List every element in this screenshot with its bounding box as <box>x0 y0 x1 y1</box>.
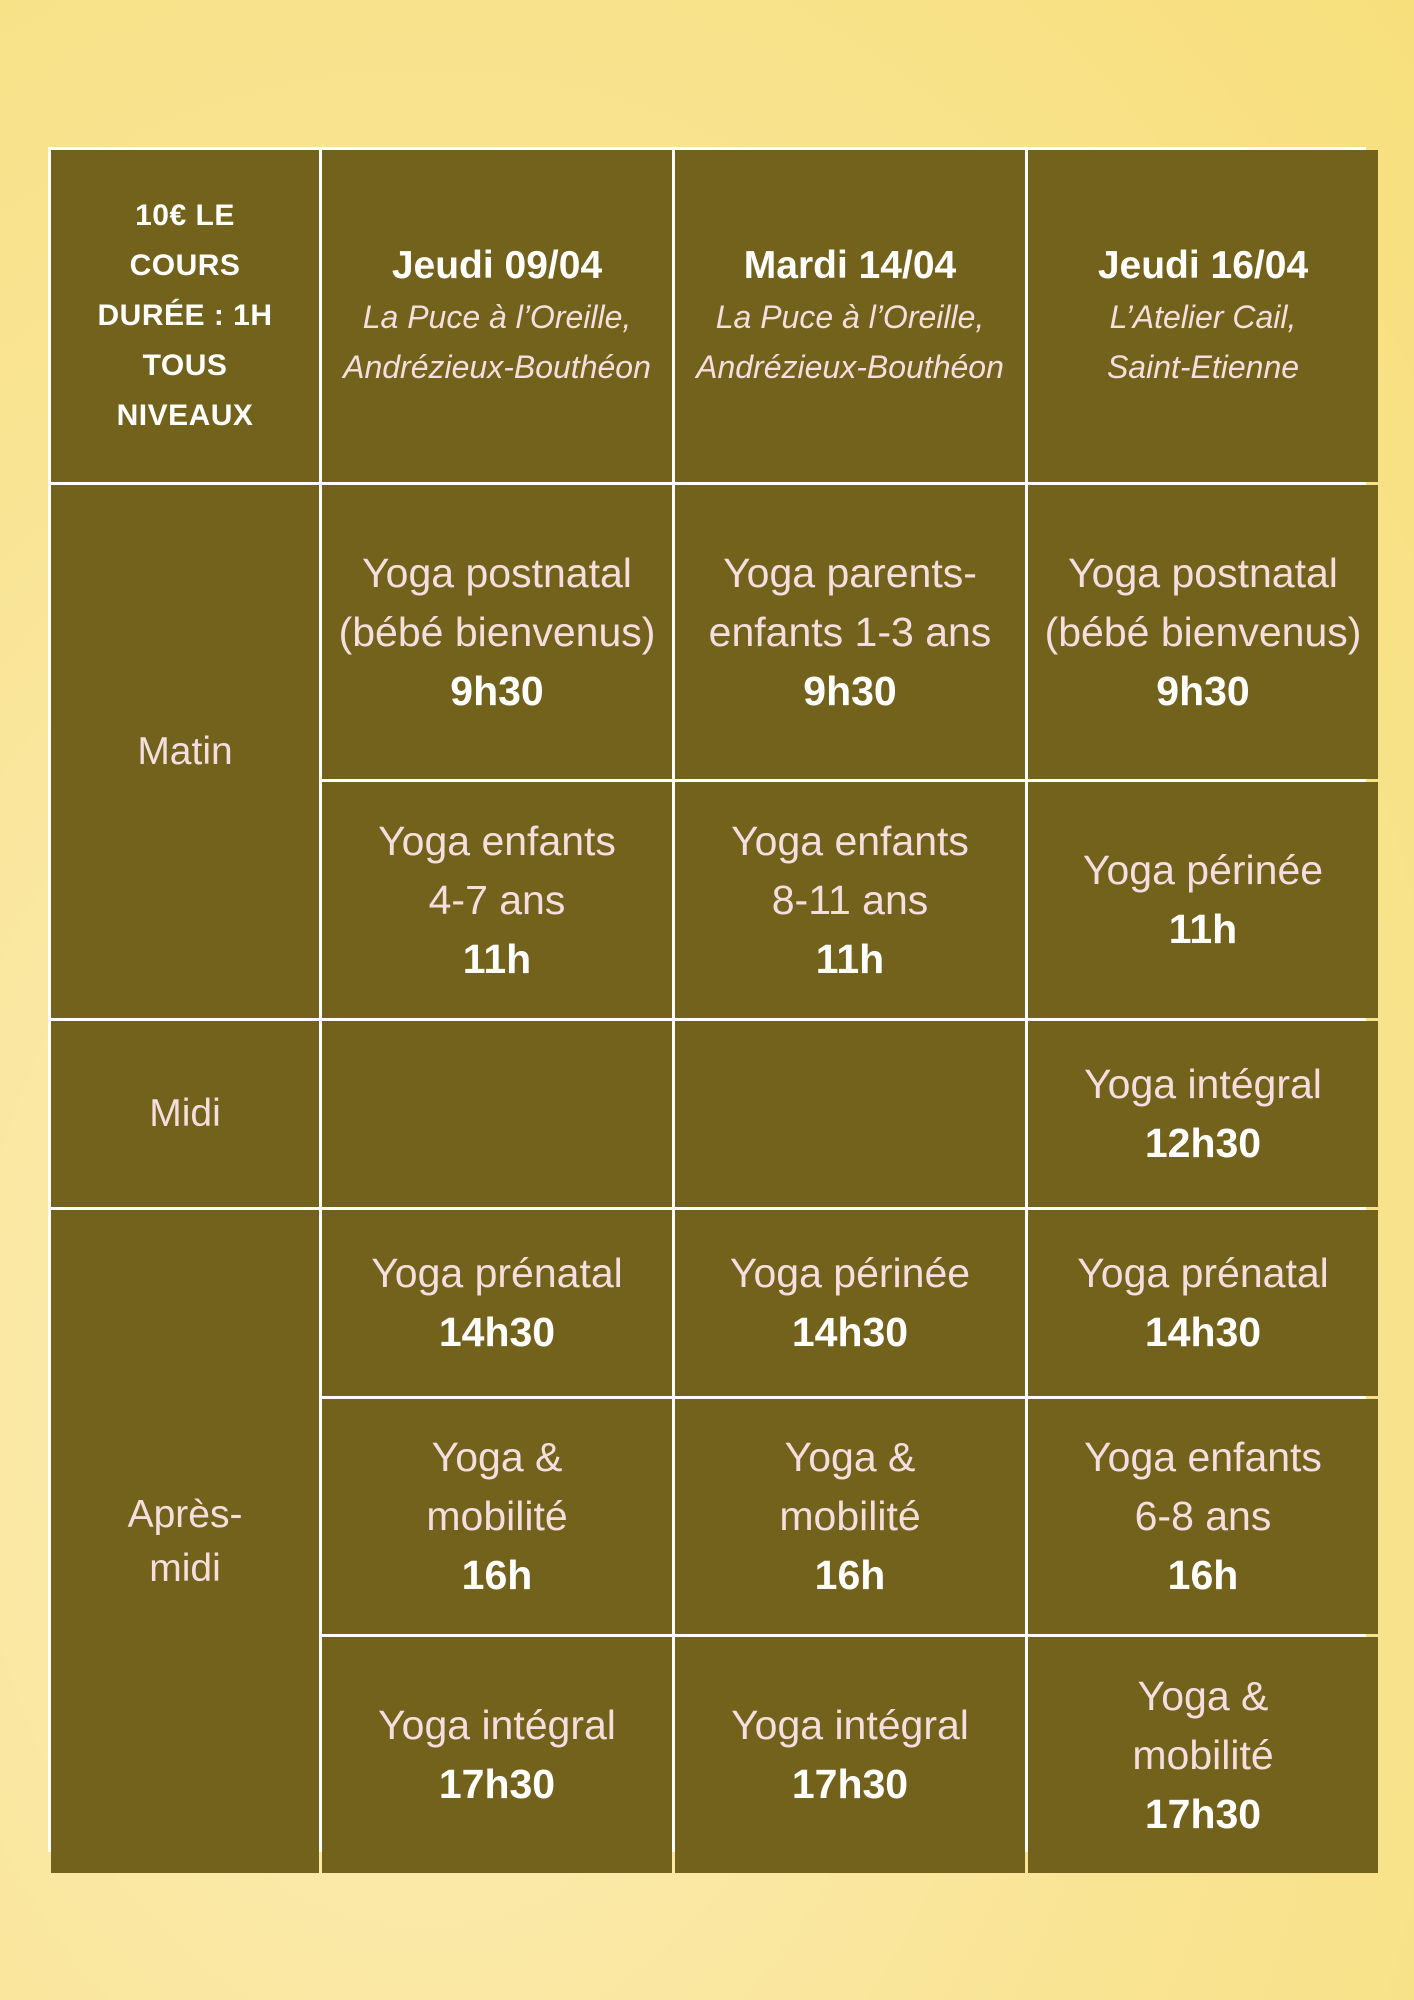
class-time: 9h30 <box>803 667 897 714</box>
class-time: 11h <box>1168 906 1238 952</box>
info-cell <box>51 150 319 482</box>
period-label-afternoon <box>51 1210 319 1873</box>
class-time: 14h30 <box>438 1309 556 1355</box>
info-line: DURÉE : 1H <box>97 299 273 332</box>
class-time: 11h <box>815 935 885 982</box>
info-line: 10€ LE <box>135 199 235 232</box>
class-name: Yoga périnée <box>1082 847 1324 893</box>
class-name: Yoga enfants 6-8 ans <box>1084 1434 1322 1539</box>
class-time: 16h <box>814 1552 886 1598</box>
class-name: Yoga intégral <box>731 1702 969 1748</box>
day-title: Mardi 14/04 <box>743 244 957 287</box>
empty-cell <box>322 1021 672 1207</box>
class-name: Yoga enfants 4-7 ans <box>378 817 616 923</box>
class-cell <box>675 1637 1025 1873</box>
class-cell <box>1028 1210 1378 1396</box>
day-header <box>675 150 1025 482</box>
info-line: NIVEAUX <box>116 399 254 432</box>
day-place: La Puce à l’Oreille, Andrézieux-Bouthéon <box>696 299 1004 385</box>
class-name: Yoga postnatal (bébé bienvenus) <box>338 549 656 655</box>
period-label-morning <box>51 485 319 1018</box>
schedule-table <box>48 147 1366 1852</box>
class-cell <box>322 1399 672 1634</box>
class-name: Yoga parents-enfants 1-3 ans <box>708 549 992 655</box>
class-time: 16h <box>1167 1552 1239 1598</box>
class-cell <box>1028 782 1378 1018</box>
class-cell <box>675 782 1025 1018</box>
class-cell <box>322 1210 672 1396</box>
class-name: Yoga prénatal <box>371 1250 623 1296</box>
info-line: TOUS <box>142 349 228 382</box>
class-time: 17h30 <box>791 1761 909 1807</box>
class-cell <box>675 1399 1025 1634</box>
class-time: 16h <box>461 1552 533 1598</box>
class-time: 17h30 <box>438 1761 556 1807</box>
day-place: La Puce à l’Oreille, Andrézieux-Bouthéon <box>343 299 651 385</box>
class-time: 9h30 <box>1156 667 1250 714</box>
class-name: Yoga & mobilité <box>1132 1672 1274 1778</box>
class-name: Yoga prénatal <box>1077 1250 1329 1296</box>
class-name: Yoga enfants 8-11 ans <box>731 817 969 923</box>
class-time: 12h30 <box>1144 1120 1262 1166</box>
class-time: 9h30 <box>450 667 544 714</box>
class-cell <box>322 1637 672 1873</box>
period-label: Matin <box>137 729 233 773</box>
class-cell <box>675 1210 1025 1396</box>
period-label: Après-midi <box>127 1492 243 1590</box>
class-cell <box>1028 1399 1378 1634</box>
empty-cell <box>675 1021 1025 1207</box>
class-name: Yoga périnée <box>729 1250 971 1296</box>
day-header <box>1028 150 1378 482</box>
info-line: COURS <box>129 249 241 282</box>
day-place: L’Atelier Cail, Saint-Etienne <box>1106 299 1300 385</box>
period-label-noon <box>51 1021 319 1207</box>
class-time: 14h30 <box>791 1309 909 1355</box>
class-time: 11h <box>462 935 532 982</box>
class-name: Yoga intégral <box>1084 1061 1322 1107</box>
class-cell <box>675 485 1025 779</box>
class-cell <box>1028 1637 1378 1873</box>
class-time: 14h30 <box>1144 1309 1262 1355</box>
period-label: Midi <box>149 1092 221 1135</box>
day-title: Jeudi 09/04 <box>391 244 603 287</box>
class-name: Yoga intégral <box>378 1702 616 1748</box>
class-time: 17h30 <box>1144 1790 1262 1837</box>
class-cell <box>1028 485 1378 779</box>
class-name: Yoga & mobilité <box>779 1434 921 1539</box>
day-header <box>322 150 672 482</box>
day-title: Jeudi 16/04 <box>1097 244 1309 287</box>
class-name: Yoga postnatal (bébé bienvenus) <box>1044 549 1362 655</box>
class-cell <box>1028 1021 1378 1207</box>
class-cell <box>322 782 672 1018</box>
class-cell <box>322 485 672 779</box>
class-name: Yoga & mobilité <box>426 1434 568 1539</box>
